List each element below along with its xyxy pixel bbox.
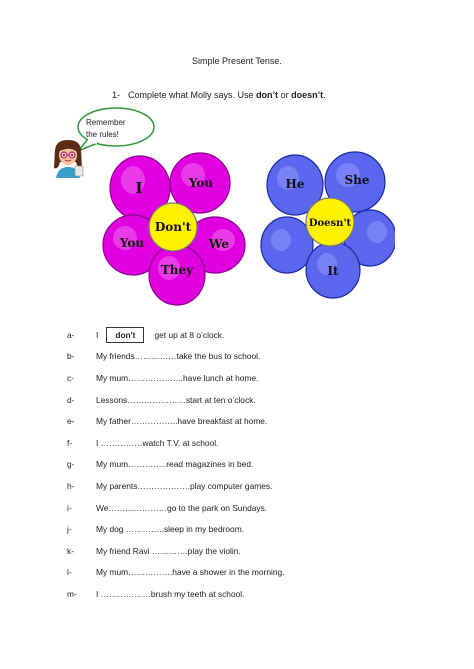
item-text: I ……………watch T.V. at school. <box>96 437 219 448</box>
example-rest: get up at 8 o’clock. <box>154 329 225 340</box>
item-letter: d- <box>67 394 75 405</box>
doesnt-center-label: Doesn't <box>308 218 352 229</box>
item-text: My mum………………..have lunch at home. <box>96 372 259 383</box>
instruction-end: . <box>323 90 326 100</box>
flower-doesnt <box>261 152 395 298</box>
item-text: Lessons…………………start at ten o’clock. <box>96 394 256 405</box>
item-text: We…………………go to the park on Sundays. <box>96 502 268 513</box>
item-text: My mum…………..read magazines in bed. <box>96 459 254 470</box>
list-item <box>67 562 447 584</box>
item-letter: f- <box>67 437 73 448</box>
item-text: My dog …………..sleep in my bedroom. <box>96 524 245 535</box>
item-text: My mum…………….have a shower in the morning. <box>96 567 285 578</box>
item-text: My father……………..have breakfast at home. <box>96 416 268 427</box>
item-letter: i- <box>67 502 72 513</box>
example-subject: I <box>96 329 99 340</box>
example-row <box>67 324 447 346</box>
petal-label-i: I <box>135 179 143 197</box>
item-text: I ………………brush my teeth at school. <box>96 588 245 599</box>
instruction-joiner: or <box>278 90 292 100</box>
flower-dont <box>103 153 245 305</box>
instruction-text: Complete what Molly says. Use <box>128 90 257 100</box>
item-letter: e- <box>67 416 75 427</box>
flower-illustrations <box>95 150 395 310</box>
item-letter: j- <box>67 524 72 535</box>
petal-label-it: It <box>327 264 339 278</box>
item-letter: c- <box>67 372 74 383</box>
petal-label-you-left: You <box>119 236 145 250</box>
list-item <box>67 410 447 432</box>
instruction-word-dont: don’t <box>256 90 279 100</box>
list-item <box>67 432 447 454</box>
item-letter: a- <box>67 329 75 340</box>
bubble-line-2: the rules! <box>86 130 119 139</box>
instruction <box>112 90 326 100</box>
list-item <box>67 475 447 497</box>
list-item <box>67 518 447 540</box>
bubble-line-1: Remember <box>86 118 126 127</box>
petal-label-we: We <box>208 237 230 251</box>
instruction-number: 1- <box>112 90 121 100</box>
list-item <box>67 346 447 368</box>
molly-avatar-icon <box>48 138 88 178</box>
list-item <box>67 389 447 411</box>
page-title: Simple Present Tense. <box>192 56 282 66</box>
instruction-word-doesnt: doesn’t <box>291 90 324 100</box>
item-letter: l- <box>67 567 72 578</box>
item-text: My friends……………take the bus to school. <box>96 351 261 362</box>
exercise-list <box>67 324 447 605</box>
item-letter: g- <box>67 459 75 470</box>
item-letter: m- <box>67 588 77 599</box>
petal-label-she: She <box>344 173 370 187</box>
item-text: My parents……………….play computer games. <box>96 480 273 491</box>
list-item <box>67 583 447 605</box>
item-letter: b- <box>67 351 75 362</box>
list-item <box>67 454 447 476</box>
petal-label-he: He <box>285 177 305 191</box>
petal-label-they: They <box>160 263 194 277</box>
petal-label-you-top: You <box>188 176 214 190</box>
item-letter: h- <box>67 480 75 491</box>
list-item <box>67 497 447 519</box>
item-text: My friend Ravi ………….play the violin. <box>96 545 241 556</box>
item-letter: k- <box>67 545 74 556</box>
dont-center-label: Don't <box>154 220 192 234</box>
list-item <box>67 367 447 389</box>
example-answer-box: don't <box>106 327 144 343</box>
list-item <box>67 540 447 562</box>
